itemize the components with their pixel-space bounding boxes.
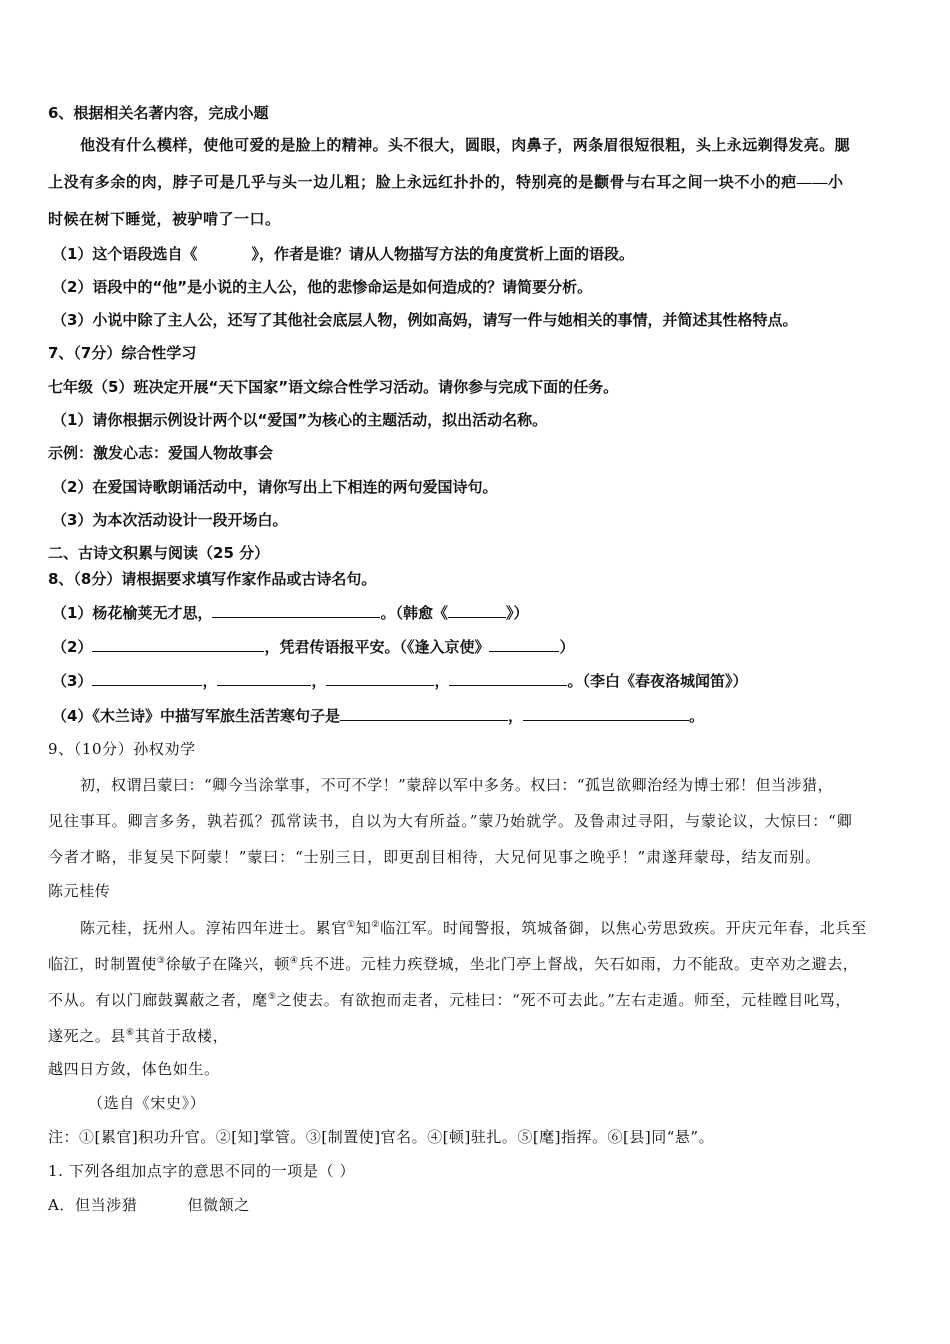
q9-header: 9、（10分）孙权劝学	[48, 740, 196, 758]
answer-blank[interactable]	[523, 704, 689, 721]
q8-line-1	[52, 601, 528, 624]
q6-passage-line: 他没有什么模样，使他可爱的是脸上的精神。头不很大，圆眼，肉鼻子，两条眉很短很粗，头上永远剃得发亮。腮	[80, 138, 851, 154]
q6-sub2: （2）语段中的“他”是小说的主人公，他的悲惨命运是如何造成的？请简要分析。	[52, 278, 593, 296]
comma: ，	[507, 707, 523, 725]
q8-l4-text: （4）《木兰诗》中描写军旅生活苦寒句子是	[52, 707, 340, 725]
q8-header: 8、（8分）请根据要求填写作家作品或古诗名句。	[48, 570, 377, 588]
q6-sub1-pre: （1）这个语段选自《	[52, 245, 198, 263]
q9-passage1-line: 初，权谓吕蒙曰：“卿今当涂掌事，不可不学！”蒙辞以军中多务。权曰：“孤岂欲卿治经为博士邪！但当涉猎，	[80, 776, 834, 794]
q6-header: 6、根据相关名著内容，完成小题	[48, 104, 269, 122]
q9-passage2-line	[48, 1022, 228, 1047]
option-a-text: 但微颔之	[187, 1196, 250, 1214]
q6-sub1-post: 》，作者是谁？请从人物描写方法的角度赏析上面的语段。	[251, 245, 634, 263]
answer-blank[interactable]	[449, 669, 567, 686]
period: 。	[688, 707, 704, 725]
q7-sub1: （1）请你根据示例设计两个以“爱国”为核心的主题活动，拟出活动名称。	[52, 411, 548, 429]
comma: ，	[311, 672, 327, 690]
q9-source: （选自《宋史》）	[88, 1094, 206, 1112]
footnote-mark: ②	[371, 920, 381, 930]
comma: ，	[434, 672, 450, 690]
q8-line-4	[52, 704, 704, 727]
comma: ，	[202, 672, 218, 690]
q8-line-3	[52, 669, 748, 692]
q8-l1-close: 》）	[505, 604, 529, 622]
footnote-mark: ③	[156, 956, 166, 966]
answer-blank[interactable]	[92, 635, 264, 652]
q8-l2-text: ，凭君传语报平安。（《逢入京使》	[264, 638, 490, 656]
text-segment: 其首于敌楼，	[134, 1027, 229, 1045]
q6-passage-line: 上没有多余的肉，脖子可是几乎与头一边儿粗；脸上永远红扑扑的，特别亮的是颧骨与右耳之间一块不小的疤——小	[48, 175, 844, 191]
answer-blank[interactable]	[489, 635, 559, 652]
q9-question-1: 1. 下列各组加点字的意思不同的一项是（ ）	[48, 1162, 356, 1180]
q8-l1-text: （1）杨花榆荚无才思，	[52, 604, 213, 622]
answer-blank[interactable]	[92, 669, 202, 686]
text-segment: 临江，时制置使	[48, 955, 157, 973]
q9-notes: 注：①[累官]积功升官。②[知]掌管。③[制置使]官名。④[顿]驻扎。⑤[麾]指挥。⑥[县]同“悬”。	[48, 1128, 715, 1146]
q7-header: 7、（7分）综合性学习	[48, 344, 197, 362]
answer-blank[interactable]	[212, 601, 380, 618]
q9-passage1-line: 见往事耳。卿言多务，孰若孤？孤常读书，自以为大有所益。”蒙乃始就学。及鲁肃过寻阳，与蒙论议，大惊曰：“卿	[48, 812, 853, 830]
q8-l3-num: （3）	[52, 672, 93, 690]
answer-blank[interactable]	[448, 601, 506, 618]
q8-line-2	[52, 635, 574, 658]
q7-sub2: （2）在爱国诗歌朗诵活动中，请你写出上下相连的两句爱国诗句。	[52, 478, 498, 496]
q6-passage-line: 时候在树下睡觉，被驴啃了一口。	[48, 212, 281, 228]
answer-blank[interactable]	[326, 669, 434, 686]
q9-passage2-line	[48, 950, 858, 975]
footnote-mark: ⑤	[267, 992, 277, 1002]
q8-l1-source: 。（韩愈《	[380, 604, 448, 622]
text-segment: 徐敏子在隆兴，顿	[165, 955, 290, 973]
q7-example: 示例：激发心志：爱国人物故事会	[48, 444, 274, 462]
text-segment: 临江军。时闻警报，筑城备御，以焦心劳思致疾。开庆元年春，北兵至	[380, 919, 867, 937]
q9-passage2-line	[48, 986, 851, 1011]
answer-blank[interactable]	[217, 669, 311, 686]
footnote-mark: ④	[289, 956, 299, 966]
q8-l3-source: 。（李白《春夜洛城闻笛》）	[567, 672, 748, 690]
answer-blank[interactable]	[340, 704, 508, 721]
text-segment: 兵不进。元桂力疾登城，坐北门亭上督战，矢石如雨，力不能敌。吏卒劝之避去，	[298, 955, 859, 973]
q8-l2-num: （2）	[52, 638, 93, 656]
q6-sub1	[52, 243, 634, 265]
text-segment: 陈元桂，抚州人。淳祐四年进士。累官	[80, 919, 347, 937]
footnote-mark: ①	[346, 920, 356, 930]
text-segment: 知	[355, 919, 372, 937]
text-segment: 之使去。有欲抱而走者，元桂曰：“死不可去此。”左右走遁。师至，元桂瞠目叱骂，	[276, 991, 852, 1009]
q7-intro: 七年级（5）班决定开展“天下国家”语文综合性学习活动。请你参与完成下面的任务。	[48, 378, 619, 396]
footnote-mark: ⑥	[126, 1028, 135, 1038]
q9-title-2: 陈元桂传	[48, 882, 111, 900]
q6-sub3: （3）小说中除了主人公，还写了其他社会底层人物，例如高妈，请写一件与她相关的事情，并简述其性格特点。	[52, 311, 798, 329]
q9-passage1-line: 今者才略，非复吴下阿蒙！”蒙曰：“士别三日，即更刮目相待，大兄何见事之晚乎！”肃遂拜蒙母，结友而别。	[48, 848, 822, 866]
option-a-label: A．但当涉猎	[48, 1196, 138, 1214]
q8-l2-close: ）	[559, 638, 575, 656]
q9-option-a	[48, 1194, 250, 1216]
q9-passage2-line	[80, 914, 867, 939]
section-2-heading: 二、古诗文积累与阅读（25 分）	[48, 544, 270, 562]
q9-passage2-line: 越四日方敛，体色如生。	[48, 1060, 220, 1078]
text-segment: 遂死之。县	[48, 1027, 127, 1045]
text-segment: 不从。有以门廊鼓翼蔽之者，麾	[48, 991, 268, 1009]
q7-sub3: （3）为本次活动设计一段开场白。	[52, 511, 288, 529]
